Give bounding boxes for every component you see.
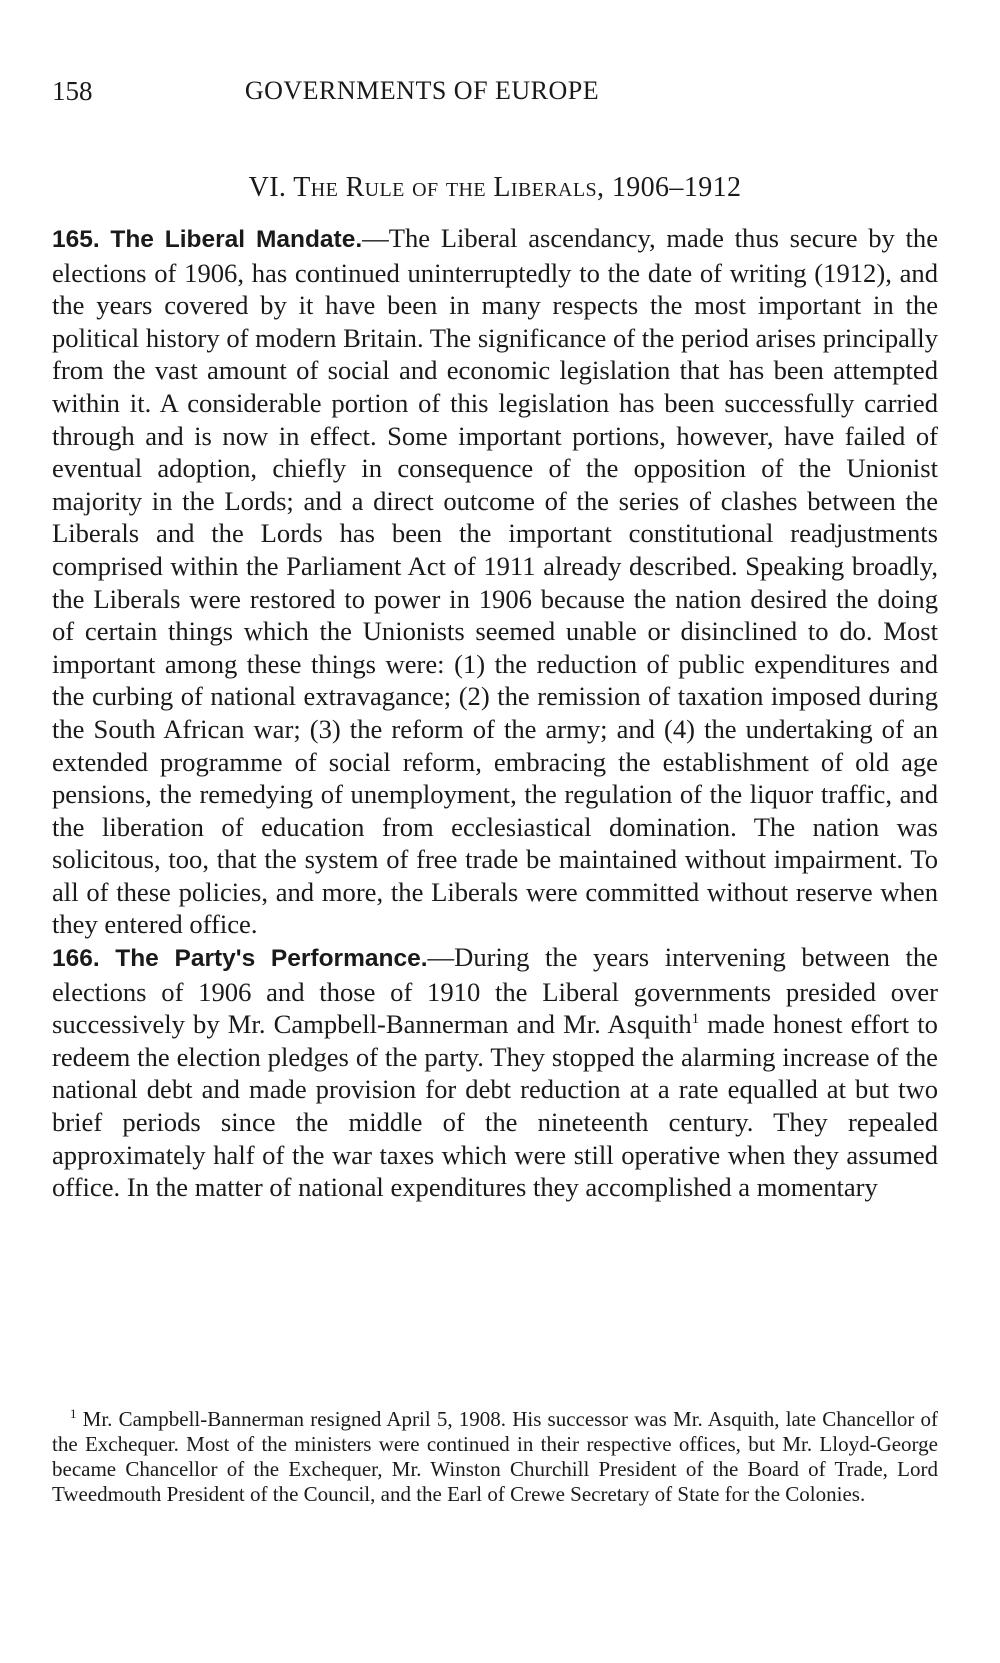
section-heading: VI. The Rule of the Liberals, 1906–1912 [248,172,742,203]
paragraph-text: —The Liberal ascendancy, made thus secure by the elections of 1906, has continued uninterruptedly to the date of writing (1912), and the years covered by it have been in many respects the most important in the political history of modern Britain. The significance of the period arises principally from the vast amount of social and economic legislation that has been attempted within it. A considerable portion of this legislation has been successfully carried through and is now in effect. Some important portions, however, have failed of eventual adoption, chiefly in consequence of the opposition of the Unionist majority in the Lords; and a direct outcome of the series of clashes between the Liberals and the Lords has been the important constitutional readjustments comprised within the Parliament Act of 1911 already described. Speaking broadly, the Liberals were restored to power in 1906 because the nation desired the doing of certain things which the Unionists seemed unable or disinclined to do. Most important among these things were: (1) the reduction of public expenditures and the curbing of national extravagance; (2) the remission of taxation imposed during the South African war; (3) the reform of the army; and (4) the undertaking of an extended programme of social reform, embracing the establishment of old age pensions, the remedying of unemployment, the regulation of the liquor traffic, and the liberation of education from ecclesiastical domination. The nation was solicitous, too, that the system of free trade be maintained without impairment. To all of these policies, and more, the Liberals were committed without reserve when they entered office. [52,223,938,940]
paragraph-title: The Liberal Mandate. [110,226,363,253]
paragraph-165 [52,222,938,941]
footnote [52,1407,938,1507]
paragraph-number: 165. [52,226,100,253]
running-title: GOVERNMENTS OF EUROPE [244,76,600,105]
paragraph-166 [52,941,938,1204]
footnote-marker: 1 [70,1406,77,1421]
paragraph-number: 166. [52,945,100,973]
paragraph-title: The Party's Performance. [115,945,428,973]
body-text [52,222,938,1204]
footnote-text: Mr. Campbell-Bannerman resigned April 5, 1908. His successor was Mr. Asquith, late Chancellor of the Exchequer. Most of the ministers were continued in their respective offices, but Mr. Lloyd-George became Chancellor of the Exchequer, Mr. Winston Churchill President of the Board of Trade, Lord Tweedmouth President of the Council, and the Earl of Crewe Secretary of State for the Colonies. [52,1407,938,1506]
footnotes [52,1407,938,1507]
paragraph-text-continued: made honest effort to redeem the election pledges of the party. They stopped the alarming increase of the national debt and made provision for debt reduction at a rate equalled at but two brief periods since the middle of the nineteenth century. They repealed approximately half of the war taxes which were still operative when they assumed office. In the matter of national expenditures they accomplished a momentary [52,1009,938,1203]
page-number: 158 [52,76,93,106]
paragraph-text: —During the years intervening between the elections of 1906 and those of 1910 the Liberal governments presided over successively by Mr. Campbell-Bannerman and Mr. Asquith [52,942,938,1040]
running-head [52,76,938,116]
footnote-reference: 1 [691,1011,700,1028]
